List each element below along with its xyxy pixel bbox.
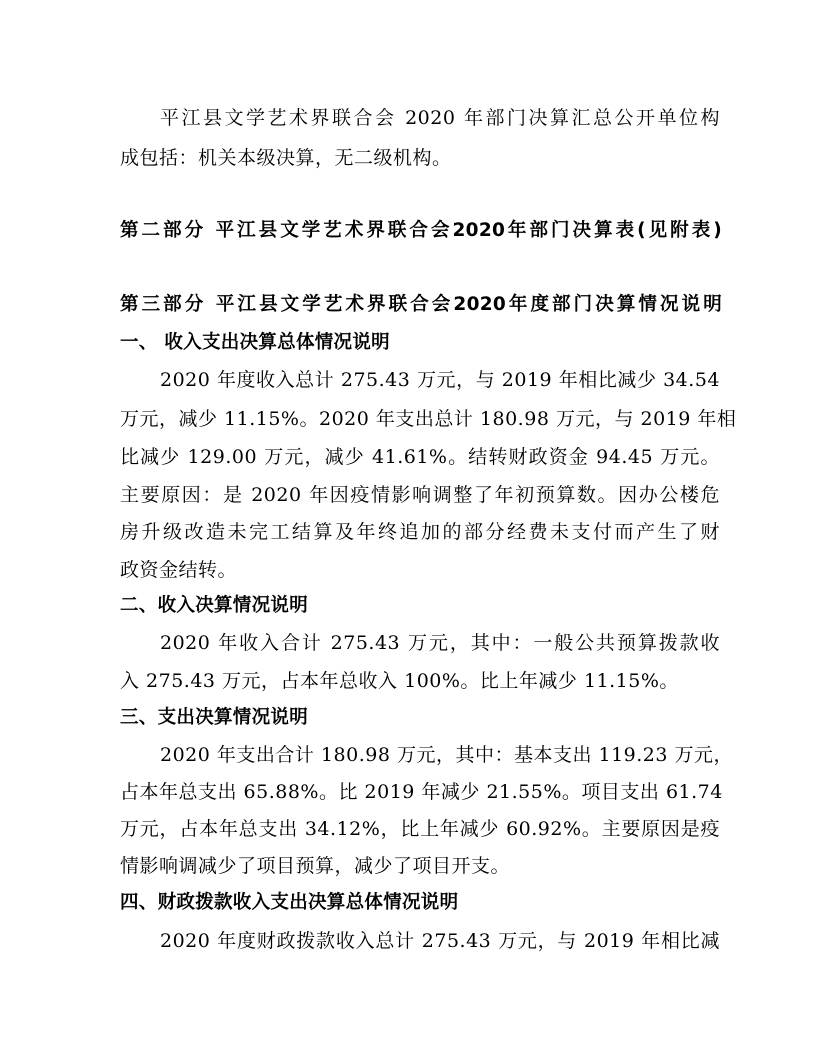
paragraph-line: 2020 年度财政拨款收入总计 275.43 万元，与 2019 年相比减: [160, 930, 720, 952]
subheading-income-expense-overview: 一、 收入支出决算总体情况说明: [120, 332, 390, 353]
subheading-fiscal-appropriation: 四、财政拨款收入支出决算总体情况说明: [120, 892, 459, 913]
paragraph-line: 平江县文学艺术界联合会 2020 年部门决算汇总公开单位构: [160, 107, 720, 129]
section-heading-part-three: 第三部分 平江县文学艺术界联合会2020年度部门决算情况说明: [120, 294, 722, 315]
subheading-expense-statement: 三、支出决算情况说明: [120, 707, 309, 728]
paragraph-line: 2020 年度收入总计 275.43 万元，与 2019 年相比减少 34.54: [160, 369, 720, 391]
subheading-income-statement: 二、收入决算情况说明: [120, 595, 309, 616]
paragraph-line: 万元，减少 11.15%。2020 年支出总计 180.98 万元，与 2019 年相: [120, 408, 737, 430]
paragraph-line: 主要原因：是 2020 年因疫情影响调整了年初预算数。因办公楼危: [120, 484, 720, 506]
paragraph-line: 2020 年收入合计 275.43 万元，其中：一般公共预算拨款收: [160, 632, 720, 654]
paragraph-line: 入 275.43 万元，占本年总收入 100%。比上年减少 11.15%。: [120, 670, 679, 692]
paragraph-line: 成包括：机关本级决算，无二级机构。: [120, 147, 452, 169]
paragraph-line: 房升级改造未完工结算及年终追加的部分经费未支付而产生了财: [120, 521, 720, 543]
paragraph-line: 比减少 129.00 万元，减少 41.61%。结转财政资金 94.45 万元。: [120, 446, 720, 468]
paragraph-line: 万元，占本年总支出 34.12%，比上年减少 60.92%。主要原因是疫: [120, 818, 720, 840]
paragraph-line: 情影响调减少了项目预算，减少了项目开支。: [120, 855, 511, 877]
paragraph-line: 2020 年支出合计 180.98 万元，其中：基本支出 119.23 万元，: [160, 744, 734, 766]
paragraph-line: 政资金结转。: [120, 559, 238, 581]
paragraph-line: 占本年总支出 65.88%。比 2019 年减少 21.55%。项目支出 61.74: [120, 781, 723, 803]
section-heading-part-two: 第二部分 平江县文学艺术界联合会2020年部门决算表(见附表): [120, 220, 722, 241]
